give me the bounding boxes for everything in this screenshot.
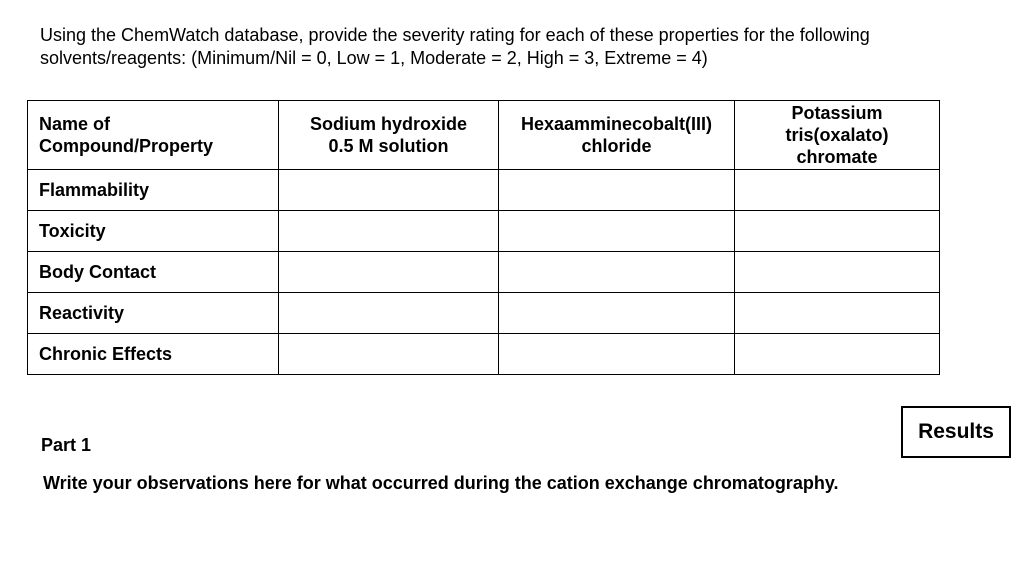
table-row-flammability [28, 170, 940, 211]
header-text: Sodium hydroxide [309, 114, 468, 134]
header-hexaamminecobalt-chloride [499, 101, 735, 170]
header-text: tris(oxalato) [785, 125, 889, 145]
row-label-chronic-effects: Chronic Effects [28, 334, 279, 375]
rating-cell[interactable] [735, 334, 940, 375]
header-text: Potassium [791, 103, 883, 123]
row-label-reactivity: Reactivity [28, 293, 279, 334]
header-text: Name of [39, 114, 111, 134]
rating-cell[interactable] [499, 252, 735, 293]
part-1-heading: Part 1 [41, 435, 92, 455]
rating-cell[interactable] [499, 293, 735, 334]
rating-cell[interactable] [735, 170, 940, 211]
header-text: chromate [796, 147, 878, 167]
results-button[interactable]: Results [901, 406, 1011, 458]
rating-cell[interactable] [279, 211, 499, 252]
rating-cell[interactable] [499, 334, 735, 375]
severity-rating-table [27, 100, 940, 375]
table-row-body-contact [28, 252, 940, 293]
header-compound-property [28, 101, 279, 170]
header-text: Compound/Property [39, 136, 213, 156]
rating-cell[interactable] [499, 170, 735, 211]
instructions-line-2: solvents/reagents: (Minimum/Nil = 0, Low = 1, Moderate = 2, High = 3, Extreme = 4) [40, 48, 708, 68]
part-1-instruction: Write your observations here for what occurred during the cation exchange chromatography. [43, 473, 839, 493]
rating-cell[interactable] [499, 211, 735, 252]
header-potassium-tris-oxalato-chromate [735, 101, 940, 170]
instructions-line-1: Using the ChemWatch database, provide the severity rating for each of these properties for the following [40, 25, 870, 45]
header-text: chloride [581, 136, 652, 156]
header-text: Hexaamminecobalt(III) [520, 114, 713, 134]
header-text: 0.5 M solution [328, 136, 449, 156]
rating-cell[interactable] [279, 252, 499, 293]
table-row-toxicity [28, 211, 940, 252]
instructions [40, 24, 980, 70]
row-label-toxicity: Toxicity [28, 211, 279, 252]
row-label-body-contact: Body Contact [28, 252, 279, 293]
header-sodium-hydroxide [279, 101, 499, 170]
rating-cell[interactable] [279, 293, 499, 334]
table-row-reactivity [28, 293, 940, 334]
rating-cell[interactable] [735, 252, 940, 293]
row-label-flammability: Flammability [28, 170, 279, 211]
table-header-row [28, 101, 940, 170]
rating-cell[interactable] [279, 170, 499, 211]
rating-cell[interactable] [279, 334, 499, 375]
table-row-chronic-effects [28, 334, 940, 375]
rating-cell[interactable] [735, 211, 940, 252]
rating-cell[interactable] [735, 293, 940, 334]
